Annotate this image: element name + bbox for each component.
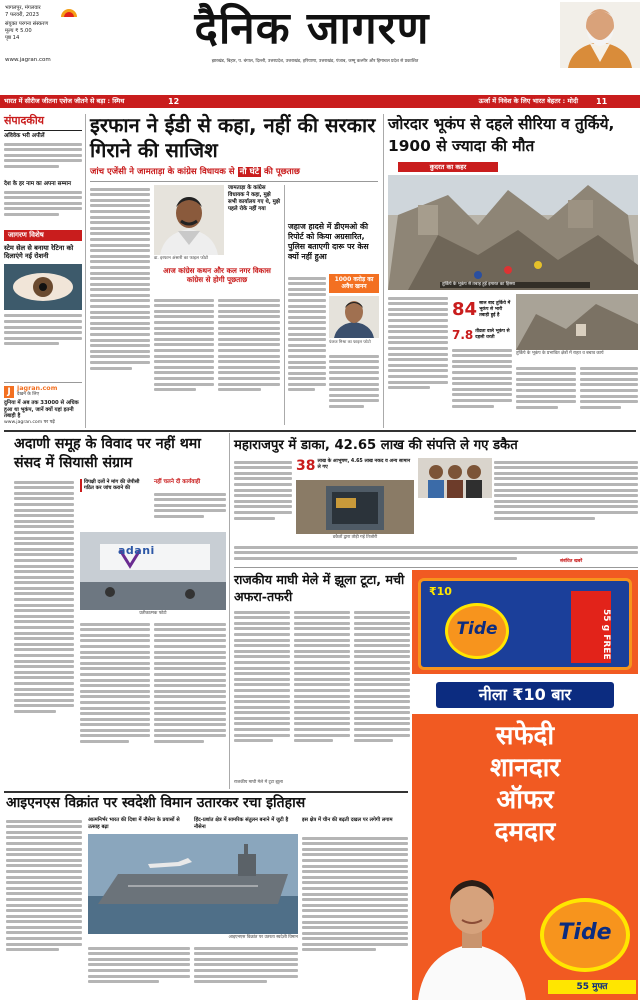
ship-rule — [284, 185, 285, 425]
eye-photo — [4, 264, 82, 310]
ad-model — [412, 856, 532, 1000]
vishesh-title: जागरण विशेष — [4, 230, 82, 241]
quake-stat-number: 84 — [452, 299, 478, 320]
tide-line-two: शानदार — [489, 753, 561, 783]
dacoity-stat-text: लाख के आभूषण, 4.65 लाख नकद व अन्य सामान ले गए — [317, 459, 411, 470]
jagran-site: jagran.com — [17, 384, 58, 392]
adani-body-col3 — [80, 620, 150, 788]
column-rule — [85, 114, 86, 428]
tide-line-three: ऑफर — [496, 785, 554, 815]
vikrant-body-col1 — [6, 817, 82, 999]
vikrant-body-col4 — [302, 834, 408, 999]
tide-line-one: सफेदी — [495, 721, 555, 751]
jagran-tag: देखने के लिए — [17, 392, 40, 397]
tide-line-four: दमदार — [494, 817, 556, 847]
related-credit: संबंधित खबरें — [560, 559, 583, 564]
lead-body-col3 — [218, 296, 280, 426]
quake-stat-text: साल बाद तुर्किये में भूकंप से भारी तबाही हुई है — [479, 301, 511, 318]
mela-body-col1 — [234, 608, 290, 788]
lead-body-col2 — [154, 296, 214, 426]
mishra-caption: पंकज मिश्रा का फाइल फोटो — [329, 339, 371, 344]
tide-ad[interactable] — [412, 570, 638, 1000]
price: मूल्य ₹ 5.00 — [5, 28, 32, 34]
sidebar — [4, 114, 82, 426]
adani-body-col2 — [154, 490, 226, 530]
lead-side-note-text: जामताड़ा के कांग्रेस विधायक ने कहा, मुझे सभी कार्यालय गए थे, मुझे पहले रोके नहीं गया — [228, 185, 280, 212]
jagran-text: दुनिया में अब तक 33000 से अधिक हुआ था भूकंप, जानें क्यों यहां इतनी तबाही है — [4, 400, 79, 420]
mela-body-col3 — [354, 608, 410, 788]
quake-stat-text-two: तीव्रता वाले भूकंप से दहली धरती — [475, 329, 510, 340]
quake-body-col2 — [452, 346, 512, 426]
dacoity-photo-people — [418, 458, 492, 498]
tide-pack — [418, 578, 632, 670]
lead-subhead-pre: जांच एजेंसी ने जामताड़ा के कांग्रेस विधायक से — [90, 167, 235, 177]
tide-pack-label: 55 g FREE — [571, 591, 611, 663]
masthead-title: दैनिक जागरण — [194, 3, 430, 54]
edition: संयुक्त परगना संस्करण — [5, 21, 49, 27]
quake-stat-one — [452, 295, 512, 325]
mishra-photo — [329, 296, 379, 338]
adani-box-two: नहीं चलने दी कार्यवाही — [154, 479, 201, 485]
tide-bottom-logo — [540, 898, 630, 972]
lead-subhead-post: की पूछताछ — [264, 167, 300, 177]
vikrant-body-col2 — [88, 944, 190, 999]
quake-body-col1 — [388, 294, 448, 426]
quake-photo-small — [516, 294, 638, 350]
dacoity-headline[interactable]: महाराजपुर में डाका, 42.65 लाख की संपत्ति ले गए डकैत — [234, 438, 518, 453]
logo-sun-icon — [60, 6, 78, 18]
tide-pack-free: 55 मुफ्त — [548, 980, 636, 994]
ticker-left[interactable] — [4, 96, 304, 107]
dacoity-stat-number: 38 — [296, 458, 316, 474]
vikrant-body-col3 — [194, 944, 298, 999]
quake-caption-two: तुर्किये के भूकंप के प्रभावित क्षेत्रों में राहत व बचाव कार्य — [516, 351, 604, 356]
quake-body-col4 — [580, 364, 638, 426]
lead-rule — [90, 181, 378, 182]
lead-body-col1 — [90, 185, 150, 425]
mela-caption: राजकीय माघी मेले में टूटा झूला — [234, 780, 283, 785]
quake-stat-number-two: 7.8 — [452, 328, 474, 342]
ship-headline[interactable]: जहाज हादसे में डीएमओ की रिपोर्ट को किया अग्रसारित, पुलिस बताएगी दारू पर केस क्यों नहीं हुआ — [288, 222, 369, 261]
lead-headline[interactable]: इरफान ने ईडी से कहा, नहीं की सरकार गिराने की साजिश — [90, 113, 376, 162]
quake-caption-one: तुर्किये के भूकंप से तबाह हुई इमारत का हिस्सा — [440, 282, 590, 288]
dacoity-photo-safe — [296, 480, 414, 534]
lead-subhead-highlight: नौ घंटे — [239, 167, 260, 177]
modi-portrait — [560, 2, 640, 68]
vikrant-box-one: आत्मनिर्भर भारत की दिशा में नौसेना के प्रयासों से उत्साह बढ़ा — [88, 817, 180, 830]
adani-headline[interactable]: अदाणी समूह के विवाद पर नहीं थमा संसद में सियासी संग्राम — [14, 436, 201, 471]
ship-body-col1 — [288, 274, 326, 426]
tide-pack-brand: Tide — [456, 619, 498, 639]
city: भागलपुर, मंगलवार — [5, 5, 41, 11]
vikrant-headline[interactable]: आइएनएस विक्रांत पर स्वदेशी विमान उतारकर रचा इतिहास — [6, 795, 306, 811]
adani-box-one: विपक्षी दलों ने मांग की जेपीसी गठित कर जांच कराने की — [80, 479, 150, 492]
adani-body-col1 — [14, 478, 74, 788]
mid-rule — [229, 433, 230, 789]
tide-pack-price: ₹10 — [429, 585, 452, 598]
editorial-title: संपादकीय — [4, 114, 45, 127]
dacoity-body-col1 — [234, 458, 292, 540]
editorial-lead[interactable]: देश के हर नाम का अपना सम्मान — [4, 181, 72, 187]
adani-body-col4 — [154, 620, 226, 788]
tide-pack-logo — [445, 603, 509, 659]
jagran-url[interactable]: www.jagran.com पर पढ़ें — [4, 419, 55, 425]
ticker-right-text: ऊर्जा में निवेश के लिए भारत बेहतर : मोदी — [478, 97, 578, 105]
ticker-left-page: 12 — [168, 97, 180, 106]
jagran-promo[interactable] — [4, 382, 82, 428]
section-divider — [4, 430, 636, 432]
masthead-states: झारखंड, बिहार, प. बंगाल, दिल्ली, उत्तरप्रदेश, उत्तराखंड, हरियाणा, उत्तराखंड, पंजाब, जम्मू कश्मीर और हिमाचल प्रदेश से प्रकाशित — [211, 59, 419, 64]
lead-side-note — [228, 185, 280, 255]
dacoity-caption: डकैतों द्वारा तोड़ी गई तिजोरी — [332, 535, 378, 540]
quake-body-col3 — [516, 364, 576, 426]
dacoity-rule — [234, 567, 638, 568]
jagran-j-icon: J — [4, 386, 14, 398]
quake-stat-two — [452, 328, 512, 342]
vishesh-headline[interactable]: स्टेम सेल से बनाया रेटिना को दिलाएंगे नई रोशनी — [4, 244, 74, 261]
ticker-right[interactable] — [324, 96, 614, 107]
tide-bottom-brand: Tide — [558, 920, 612, 945]
dacoity-body-col2 — [494, 458, 638, 540]
ship-body-col2 — [329, 352, 379, 426]
ansari-photo-caption: डा. इरफान अंसारी का फाइल फोटो — [154, 256, 209, 261]
quake-rule — [383, 114, 384, 428]
ansari-photo — [154, 185, 224, 255]
pages: पृष्ठ 14 — [5, 35, 20, 41]
date: 7 फरवरी, 2023 — [5, 12, 39, 18]
mela-headline[interactable]: राजकीय माघी मेले में झूला टूटा, मची अफरा-तफरी — [234, 572, 405, 604]
dacoity-stat — [296, 459, 414, 474]
quake-label: कुदरत का कहर — [398, 162, 498, 172]
website[interactable]: www.jagran.com — [5, 57, 51, 63]
ticker-left-text: भारत में सीरीज जीतना एशेज जीतने से बड़ा : स्मिथ — [4, 97, 125, 105]
vikrant-photo — [88, 834, 298, 934]
vikrant-photo-caption: आइएनएस विक्रांत पर उतरता स्वदेशी विमान — [228, 935, 298, 940]
lead-pullquote: आज कांग्रेस कथन और कल नगर विकास कांग्रेस से होगी पूछताछ — [163, 266, 271, 284]
tide-banner: नीला ₹10 बार — [436, 682, 614, 708]
adani-photo-caption: प्रतीकात्मक फोटो — [139, 611, 167, 616]
adani-logo: adani — [118, 544, 155, 557]
vikrant-box-two: हिंद-प्रशांत क्षेत्र में सामरिक संतुलन बनाने में जुटी है नौसेना — [194, 817, 289, 830]
ship-badge: 1000 करोड़ का अवैध खनन — [329, 274, 379, 293]
lead-subhead — [90, 166, 380, 178]
ticker-right-page: 11 — [596, 97, 608, 106]
mela-body-col2 — [294, 608, 350, 788]
section-divider-lower — [4, 791, 408, 793]
editorial-sub[interactable]: अविवेक भरी अपीलें — [4, 133, 45, 139]
vikrant-box-three: इस क्षेत्र में चीन की बढ़ती दखल पर लगेगी लगाम — [302, 817, 393, 823]
quake-headline[interactable]: जोरदार भूकंप से दहले सीरिया व तुर्किये, 1900 से ज्यादा की मौत — [388, 115, 615, 155]
quake-photo-main — [388, 175, 638, 290]
